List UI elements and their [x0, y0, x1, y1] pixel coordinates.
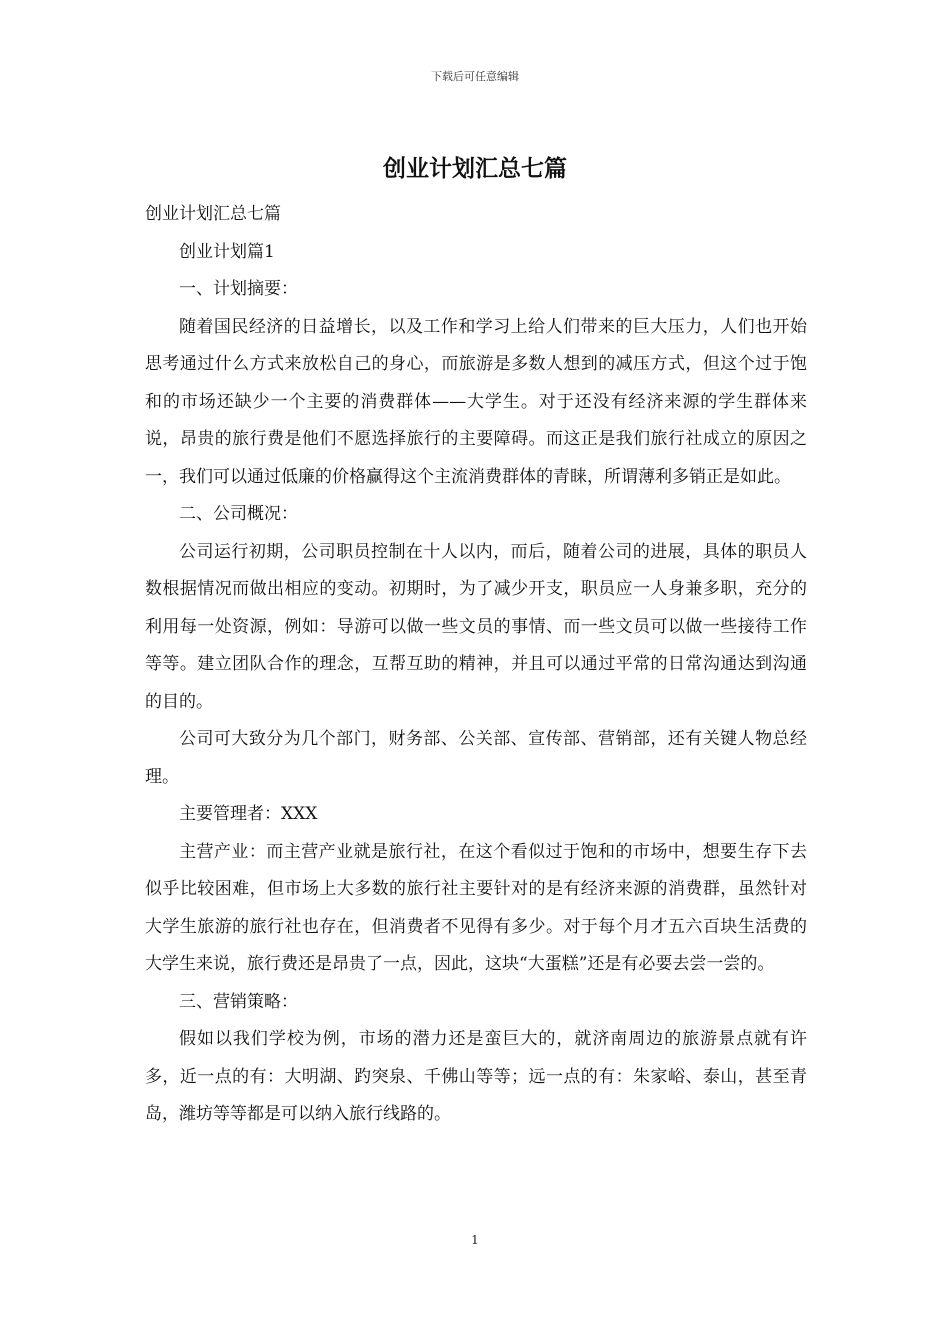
- paragraph: 随着国民经济的日益增长，以及工作和学习上给人们带来的巨大压力，人们也开始思考通过什么方式来放松自己的身心，而旅游是多数人想到的减压方式，但这个过于饱和的市场还缺少一个主要的消费群体——大学生。对于还没有经济来源的学生群体来说，昂贵的旅行费是他们不愿选择旅行的主要障碍。而这正是我们旅行社成立的原因之一，我们可以通过低廉的价格赢得这个主流消费群体的青睐，所谓薄利多销正是如此。: [145, 316, 807, 487]
- document-title: 创业计划汇总七篇: [383, 156, 567, 182]
- section-heading: 二、公司概况：: [179, 504, 298, 524]
- page-header-note: 下载后可任意编辑: [431, 70, 519, 83]
- page-number: 1: [471, 1233, 479, 1247]
- paragraph: 创业计划汇总七篇: [145, 204, 281, 224]
- paragraph: 假如以我们学校为例，市场的潜力还是蛮巨大的，就济南周边的旅游景点就有许多，近一点的有：大明湖、趵突泉、千佛山等等；远一点的有：朱家峪、泰山，甚至青岛，潍坊等等都是可以纳入旅行线路的。: [145, 1029, 807, 1124]
- section-heading: 创业计划篇1: [179, 241, 275, 262]
- paragraph: 主营产业：而主营产业就是旅行社，在这个看似过于饱和的市场中，想要生存下去似乎比较困难，但市场上大多数的旅行社主要针对的是有经济来源的消费群，虽然针对大学生旅游的旅行社也存在，但消费者不见得有多少。对于每个月才五六百块生活费的大学生来说，旅行费还是昂贵了一点，因此，这块“大蛋糕”还是有必要去尝一尝的。: [145, 841, 807, 974]
- document-body: [145, 196, 807, 1134]
- paragraph: 公司运行初期，公司职员控制在十人以内，而后，随着公司的进展，具体的职员人数根据情况而做出相应的变动。初期时，为了减少开支，职员应一人身兼多职，充分的利用每一处资源，例如：导游可以做一些文员的事情、而一些文员可以做一些接待工作等等。建立团队合作的理念，互帮互助的精神，并且可以通过平常的日常沟通达到沟通的目的。: [145, 541, 807, 712]
- section-heading: 三、营销策略：: [179, 991, 298, 1012]
- section-heading: 一、计划摘要：: [179, 279, 298, 299]
- paragraph: 公司可大致分为几个部门，财务部、公关部、宣传部、营销部，还有关键人物总经理。: [145, 729, 807, 787]
- paragraph: 主要管理者：XXX: [179, 804, 318, 824]
